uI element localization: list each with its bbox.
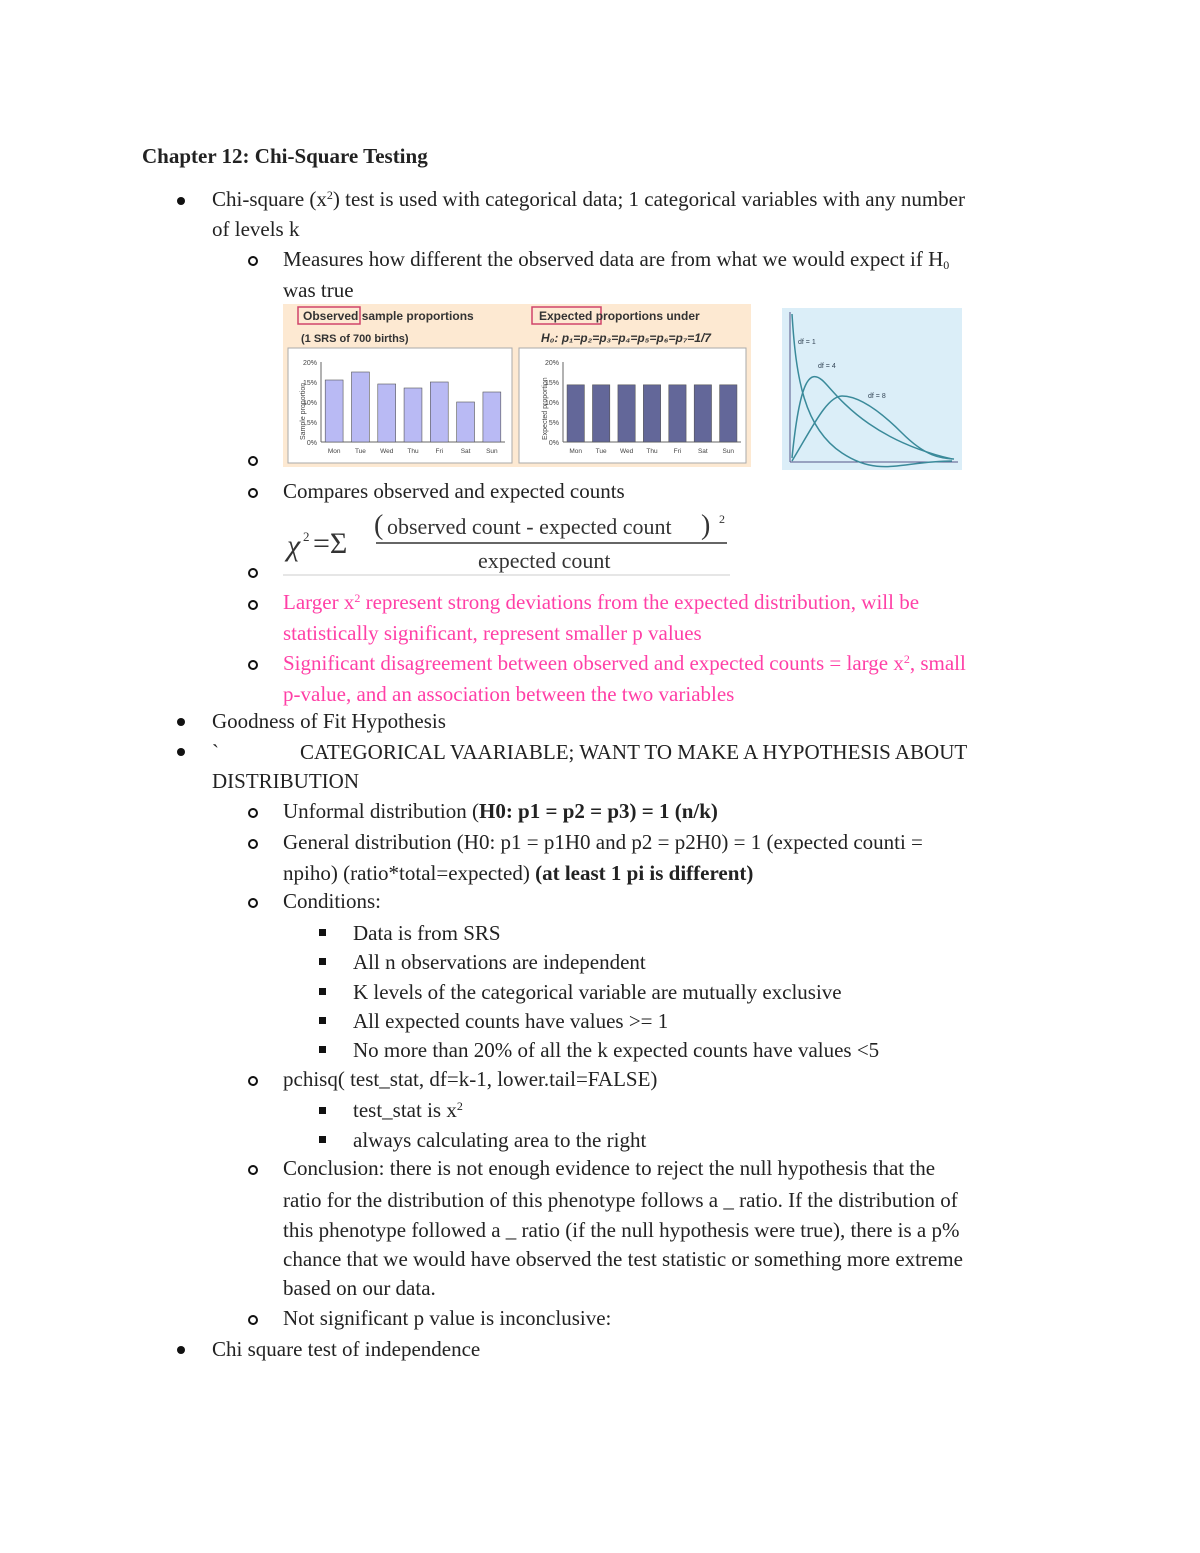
- sub-bullet: [248, 600, 258, 610]
- bar: [325, 380, 343, 442]
- y-tick-label: 0%: [306, 440, 317, 447]
- y-tick-label: 0%: [548, 440, 559, 447]
- svg-text:=Σ: =Σ: [313, 527, 348, 560]
- y-tick-label: 20%: [302, 360, 317, 367]
- y-tick-label: 20%: [544, 360, 559, 367]
- svg-text:2: 2: [303, 529, 310, 544]
- sub-bullet: [248, 488, 258, 498]
- x-tick-label: Fri: [673, 448, 682, 455]
- tick-mark: `: [212, 740, 219, 764]
- bullet-text: Chi-square $(x^2)$ test is used with categorical data; 1 categorical variables with any number: [212, 187, 965, 211]
- x-tick-label: Sat: [697, 448, 708, 455]
- sub-bullet-text: Significant disagreement between observed and expected counts = large $x^2$, small: [283, 651, 966, 675]
- svg-text:Observed sample proportions: Observed sample proportions: [303, 309, 474, 323]
- svg-text:df = 8: df = 8: [868, 393, 886, 400]
- y-tick-label: 15%: [302, 380, 317, 387]
- x-tick-label: Sun: [722, 448, 735, 455]
- square-bullet: [319, 1046, 326, 1053]
- bullet-text: of levels k: [212, 217, 300, 241]
- svg-text:(: (: [374, 510, 384, 541]
- sub-bullet-text: pchisq( test_stat, df=k-1, lower.tail=FALSE): [283, 1067, 658, 1091]
- conclusion-text: chance that we would have observed the test statistic or something more extreme: [283, 1247, 963, 1271]
- bar: [567, 385, 584, 442]
- square-bullet: [319, 988, 326, 995]
- bar: [378, 384, 396, 442]
- svg-text:Expected proportions under: Expected proportions under: [539, 309, 700, 323]
- square-bullet: [319, 1136, 326, 1143]
- square-bullet: [319, 1107, 326, 1114]
- square-bullet: [319, 958, 326, 965]
- bar: [720, 385, 737, 442]
- sub-bullet: [248, 660, 258, 670]
- bullet-text: CATEGORICAL VAARIABLE; WANT TO MAKE A HYPOTHESIS ABOUT: [300, 740, 968, 764]
- y-axis-label: Expected proportion: [542, 377, 549, 440]
- chi-square-distribution-figure: [782, 308, 962, 470]
- sub-bullet: [248, 256, 258, 266]
- conclusion-text: this phenotype followed a _ ratio (if the null hypothesis were true), there is a p%: [283, 1218, 960, 1242]
- x-tick-label: Sun: [486, 448, 498, 455]
- x-tick-label: Tue: [595, 448, 607, 455]
- x-tick-label: Thu: [646, 448, 658, 455]
- bar-chart-figure: [283, 304, 751, 467]
- svg-text:df = 1: df = 1: [798, 339, 816, 346]
- square-bullet: [319, 1017, 326, 1024]
- sub-item: always calculating area to the right: [353, 1128, 647, 1152]
- condition-item: Data is from SRS: [353, 921, 501, 945]
- bullet-text: Goodness of Fit Hypothesis: [212, 709, 446, 733]
- conclusion-text: Conclusion: there is not enough evidence to reject the null hypothesis that the: [283, 1156, 936, 1180]
- bar: [351, 372, 369, 442]
- square-bullet: [319, 929, 326, 936]
- sub-bullet: [248, 1076, 258, 1086]
- condition-item: All n observations are independent: [353, 950, 646, 974]
- svg-text:(1 SRS of 700 births): (1 SRS of 700 births): [301, 333, 409, 345]
- bar: [618, 385, 635, 442]
- sub-bullet-text: Not significant p value is inconclusive:: [283, 1306, 612, 1330]
- observed-panel: [288, 348, 512, 463]
- sub-bullet-text: General distribution (H0: p1 = p1H0 and p2 = p2H0) = 1 (expected counti =: [283, 830, 923, 854]
- conclusion-text: ratio for the distribution of this phenotype follows a _ ratio. If the distribution of: [283, 1188, 958, 1212]
- sub-bullet: [248, 808, 258, 818]
- svg-text:observed count - expected co: observed count - expected count: [387, 514, 672, 539]
- svg-text:χ: χ: [287, 529, 301, 562]
- bar: [643, 385, 660, 442]
- bullet: [177, 748, 185, 756]
- bar: [669, 385, 686, 442]
- page-title: Chapter 12: Chi-Square Testing: [142, 144, 428, 168]
- x-tick-label: Mon: [327, 448, 341, 455]
- bullet-text: Chi square test of independence: [212, 1337, 481, 1361]
- x-tick-label: Mon: [569, 448, 583, 455]
- sub-bullet-text: Conditions:: [283, 889, 382, 913]
- x-tick-label: Fri: [435, 448, 444, 455]
- sub-bullet: [248, 456, 258, 466]
- sub-bullet: [248, 568, 258, 578]
- sub-bullet-text: p-value, and an association between the two variables: [283, 682, 735, 706]
- svg-text:df = 4: df = 4: [818, 363, 836, 370]
- bar: [592, 385, 609, 442]
- y-axis-label: Sample proportion: [300, 382, 307, 440]
- x-tick-label: Wed: [619, 448, 634, 455]
- sub-item: test_stat is $x^2$: [353, 1098, 463, 1122]
- svg-text:2: 2: [719, 512, 725, 526]
- conclusion-text: based on our data.: [283, 1276, 436, 1300]
- bar: [694, 385, 711, 442]
- sub-bullet: [248, 898, 258, 908]
- svg-text:): ): [701, 510, 711, 541]
- svg-text:H₀: p₁=p₂=p₃=p₄=p₅=p₆=p₇=1/7: H₀: p₁=p₂=p₃=p₄=p₅=p₆=p₇=1/7: [541, 331, 711, 345]
- svg-text:expected count: expected count: [478, 548, 611, 573]
- sub-bullet: [248, 1315, 258, 1325]
- y-tick-label: 15%: [544, 380, 559, 387]
- sub-bullet: [248, 839, 258, 849]
- condition-item: All expected counts have values >= 1: [353, 1009, 669, 1033]
- bar: [457, 402, 475, 442]
- sub-bullet-text: Measures how different the observed data are from what we would expect if $H_0$: [283, 247, 950, 272]
- bullet: [177, 1346, 185, 1354]
- condition-item: K levels of the categorical variable are mutually exclusive: [353, 980, 842, 1004]
- bullet-text: DISTRIBUTION: [212, 769, 359, 793]
- bar: [430, 382, 448, 442]
- y-tick-label: 5%: [306, 420, 317, 427]
- x-tick-label: Tue: [354, 448, 366, 455]
- x-tick-label: Wed: [380, 448, 394, 455]
- x-tick-label: Thu: [407, 448, 419, 455]
- bullet: [177, 197, 185, 205]
- y-tick-label: 10%: [302, 400, 317, 407]
- sub-bullet-text: Larger $x^2$ represent strong deviations from the expected distribution, will be: [283, 590, 920, 614]
- bar: [483, 392, 501, 442]
- sub-bullet-text: was true: [283, 278, 354, 302]
- sub-bullet-text: Compares observed and expected counts: [283, 479, 625, 503]
- chi-square-formula: [283, 505, 730, 577]
- y-tick-label: 10%: [544, 400, 559, 407]
- sub-bullet: [248, 1165, 258, 1175]
- condition-item: No more than 20% of all the k expected counts have values <5: [353, 1038, 880, 1062]
- x-tick-label: Sat: [460, 448, 471, 455]
- y-tick-label: 5%: [548, 420, 559, 427]
- bullet: [177, 718, 185, 726]
- sub-bullet-text: statistically significant, represent smaller p values: [283, 621, 702, 645]
- bar: [404, 388, 422, 442]
- sub-bullet-text: npiho) (ratio*total=expected) (at least 1 pi is different): [283, 861, 754, 885]
- sub-bullet-text: Unformal distribution (H0: p1 = p2 = p3) = 1 (n/k): [283, 799, 718, 823]
